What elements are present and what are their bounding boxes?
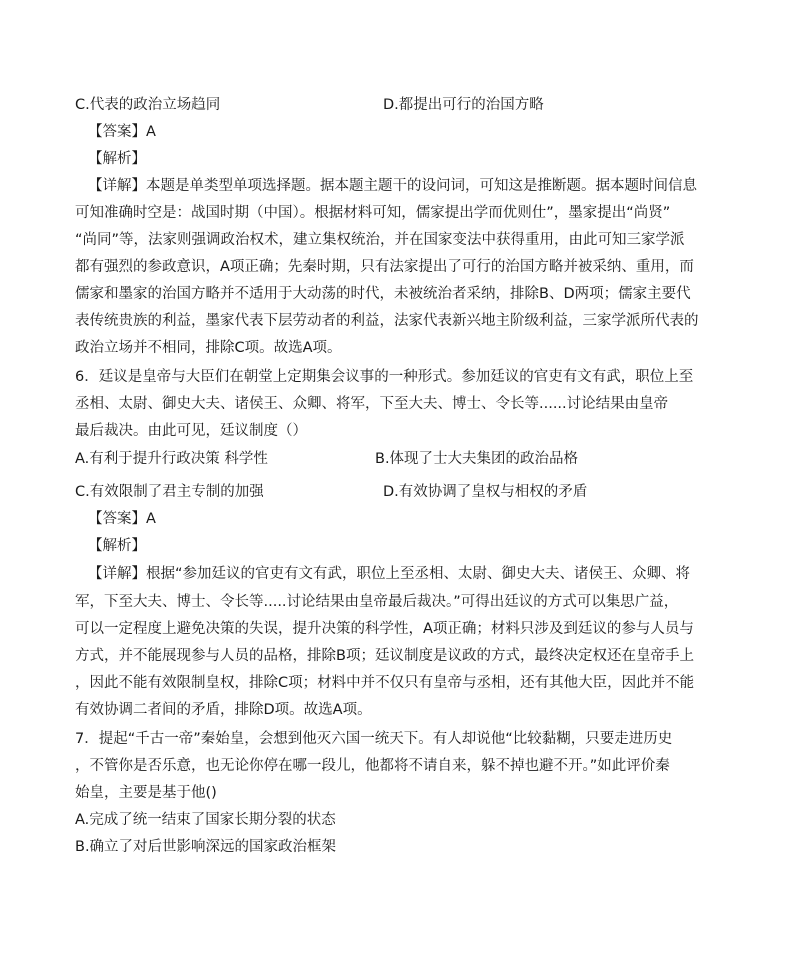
q5-detail-line: 表传统贵族的利益，墨家代表下层劳动者的利益，法家代表新兴地主阶级利益，三家学派所代表的 — [75, 313, 699, 329]
q7-stem-line: 7．提起“千古一帝”秦始皇，会想到他灭六国一统天下。有人却说他“比较黏糊，只要走进历史 — [75, 731, 673, 747]
q7-option-a: A.完成了统一结束了国家长期分裂的状态 — [75, 812, 336, 828]
q5-detail-line: “尚同”等，法家则强调政治权术，建立集权统治，并在国家变法中获得重用，由此可知三家学派 — [75, 232, 685, 248]
q6-analysis-heading: 【解析】 — [88, 538, 146, 554]
q7-option-b: B.确立了对后世影响深远的国家政治框架 — [75, 839, 337, 855]
q6-detail-line: 有效协调二者间的矛盾，排除D项。故选A项。 — [75, 702, 372, 718]
q5-option-d: D.都提出可行的治国方略 — [383, 97, 544, 113]
q6-detail-line: 可以一定程度上避免决策的失误，提升决策的科学性，A项正确；材料只涉及到廷议的参与人员与 — [75, 621, 694, 637]
q5-detail-line: 【详解】本题是单类型单项选择题。据本题主题干的设问词，可知这是推断题。据本题时间信息 — [88, 178, 697, 194]
q6-detail-line: 【详解】根据“参加廷议的官吏有文有武，职位上至丞相、太尉、御史大夫、诸侯王、众卿、将 — [88, 566, 691, 582]
q5-detail-line: 儒家和墨家的治国方略并不适用于大动荡的时代，未被统治者采纳，排除B、D两项；儒家主要代 — [75, 286, 691, 302]
q5-detail-line: 都有强烈的参政意识，A项正确；先秦时期，只有法家提出了可行的治国方略并被采纳、重用，而 — [75, 259, 694, 275]
q6-stem-line: 最后裁决。由此可见，廷议制度（） — [75, 423, 307, 439]
q7-stem-line: ，不管你是否乐意，也无论你停在哪一段儿，他都将不请自来，躲不掉也避不开。”如此评价秦 — [75, 758, 670, 774]
q6-stem-line: 丞相、太尉、御史大夫、诸侯王、众卿、将军，下至大夫、博士、令长等......讨论结果由皇帝 — [75, 396, 669, 412]
q6-option-a: A.有利于提升行政决策 科学性 — [75, 451, 268, 467]
q5-analysis-heading: 【解析】 — [88, 151, 146, 167]
q6-option-c: C.有效限制了君主专制的加强 — [75, 484, 264, 500]
q5-detail-line: 政治立场并不相同，排除C项。故选A项。 — [75, 340, 342, 356]
q6-stem-line: 6．廷议是皇帝与大臣们在朝堂上定期集会议事的一种形式。参加廷议的官吏有文有武，职位上至 — [75, 369, 694, 385]
q6-detail-line: 军，下至大夫、博士、令长等.....讨论结果由皇帝最后裁决。”可得出廷议的方式可以集思广益， — [75, 594, 679, 610]
q5-option-c: C.代表的政治立场趋同 — [75, 97, 221, 113]
q5-detail-line: 可知准确时空是：战国时期（中国）。根据材料可知，儒家提出学而优则仕”，墨家提出“尚贤” — [75, 205, 671, 221]
q6-answer: 【答案】A — [88, 511, 156, 527]
q6-detail-line: ，因此不能有效限制皇权，排除C项；材料中并不仅只有皇帝与丞相，还有其他大臣，因此并不能 — [75, 675, 695, 691]
q6-detail-line: 方式，并不能展现参与人员的品格，排除B项；廷议制度是议政的方式，最终决定权还在皇帝手上 — [75, 648, 694, 664]
q6-option-b: B.体现了士大夫集团的政治品格 — [375, 451, 579, 467]
q7-stem-line: 始皇，主要是基于他() — [75, 785, 217, 801]
q6-option-d: D.有效协调了皇权与相权的矛盾 — [383, 484, 588, 500]
q5-answer: 【答案】A — [88, 124, 156, 140]
